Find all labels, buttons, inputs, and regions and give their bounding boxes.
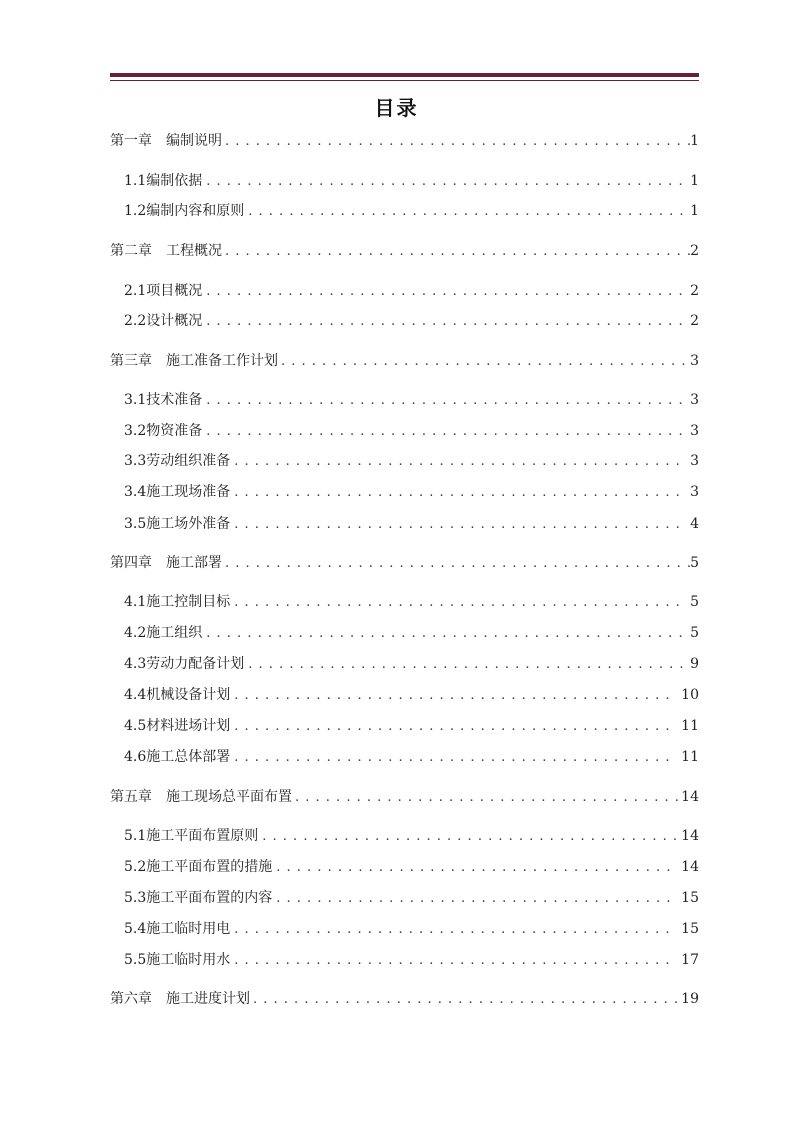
toc-entry-page-number: 1 bbox=[690, 173, 699, 189]
toc-section-entry[interactable] bbox=[124, 716, 699, 736]
toc-dot-leader bbox=[225, 132, 690, 152]
toc-section-entry[interactable] bbox=[124, 421, 699, 441]
toc-entry-page-number: 2 bbox=[690, 283, 699, 299]
toc-entry-page-number: 3 bbox=[690, 453, 699, 469]
toc-dot-leader bbox=[253, 990, 681, 1010]
toc-entry-label: 第三章 施工准备工作计划 bbox=[110, 353, 278, 369]
toc-section-entry[interactable] bbox=[124, 482, 699, 502]
toc-entry-label: 5.2施工平面布置的措施 bbox=[124, 859, 273, 875]
toc-dot-leader bbox=[206, 422, 685, 442]
toc-section-entry[interactable] bbox=[124, 390, 699, 410]
toc-chapter-entry[interactable] bbox=[110, 131, 699, 151]
toc-entry-label: 2.1项目概况 bbox=[124, 283, 203, 299]
toc-entry-page-number: 4 bbox=[690, 516, 699, 532]
toc-entry-page-number: 2 bbox=[690, 313, 699, 329]
toc-entry-label: 3.2物资准备 bbox=[124, 423, 203, 439]
toc-entry-label: 2.2设计概况 bbox=[124, 313, 203, 329]
toc-dot-leader bbox=[248, 202, 685, 222]
toc-section-entry[interactable] bbox=[124, 514, 699, 534]
toc-entry-label: 4.5材料进场计划 bbox=[124, 718, 231, 734]
toc-entry-page-number: 11 bbox=[681, 749, 699, 765]
toc-section-entry[interactable] bbox=[124, 171, 699, 191]
toc-entry-label: 4.2施工组织 bbox=[124, 625, 203, 641]
toc-section-entry[interactable] bbox=[124, 592, 699, 612]
toc-section-entry[interactable] bbox=[124, 311, 699, 331]
toc-entry-page-number: 19 bbox=[681, 991, 699, 1007]
toc-dot-leader bbox=[234, 483, 685, 503]
toc-entry-page-number: 9 bbox=[690, 656, 699, 672]
toc-entry-page-number: 5 bbox=[690, 594, 699, 610]
toc-entry-page-number: 15 bbox=[681, 921, 699, 937]
toc-dot-leader bbox=[206, 312, 685, 332]
toc-dot-leader bbox=[234, 920, 676, 940]
toc-entry-page-number: 1 bbox=[690, 133, 699, 149]
toc-entry-label: 3.4施工现场准备 bbox=[124, 484, 231, 500]
toc-dot-leader bbox=[234, 515, 685, 535]
toc-entry-page-number: 3 bbox=[690, 484, 699, 500]
toc-entry-label: 4.4机械设备计划 bbox=[124, 687, 231, 703]
toc-entry-label: 4.1施工控制目标 bbox=[124, 594, 231, 610]
toc-entry-label: 第一章 编制说明 bbox=[110, 133, 222, 149]
toc-section-entry[interactable] bbox=[124, 654, 699, 674]
toc-dot-leader bbox=[234, 748, 676, 768]
toc-entry-page-number: 3 bbox=[690, 353, 699, 369]
toc-dot-leader bbox=[234, 951, 676, 971]
toc-section-entry[interactable] bbox=[124, 747, 699, 767]
toc-section-entry[interactable] bbox=[124, 857, 699, 877]
toc-entry-page-number: 17 bbox=[681, 952, 699, 968]
toc-dot-leader bbox=[206, 624, 685, 644]
toc-dot-leader bbox=[276, 889, 676, 909]
toc-chapter-entry[interactable] bbox=[110, 989, 699, 1009]
toc-dot-leader bbox=[234, 686, 676, 706]
toc-entry-label: 5.4施工临时用电 bbox=[124, 921, 231, 937]
toc-dot-leader bbox=[225, 554, 690, 574]
toc-section-entry[interactable] bbox=[124, 888, 699, 908]
toc-entry-label: 4.6施工总体部署 bbox=[124, 749, 231, 765]
toc-entry-label: 3.3劳动组织准备 bbox=[124, 453, 231, 469]
toc-entry-label: 1.2编制内容和原则 bbox=[124, 203, 245, 219]
header-rule-thick bbox=[110, 73, 699, 77]
page-title: 目录 bbox=[374, 96, 419, 120]
toc-dot-leader bbox=[225, 242, 690, 262]
toc-dot-leader bbox=[206, 391, 685, 411]
toc-chapter-entry[interactable] bbox=[110, 241, 699, 261]
toc-chapter-entry[interactable] bbox=[110, 351, 699, 371]
toc-entry-page-number: 2 bbox=[690, 243, 699, 259]
toc-entry-label: 第五章 施工现场总平面布置 bbox=[110, 789, 292, 805]
toc-entry-page-number: 1 bbox=[690, 203, 699, 219]
toc-section-entry[interactable] bbox=[124, 201, 699, 221]
toc-dot-leader bbox=[276, 858, 676, 878]
toc-entry-page-number: 10 bbox=[681, 687, 699, 703]
toc-dot-leader bbox=[206, 282, 685, 302]
toc-entry-page-number: 3 bbox=[690, 392, 699, 408]
toc-section-entry[interactable] bbox=[124, 281, 699, 301]
toc-entry-label: 第六章 施工进度计划 bbox=[110, 991, 250, 1007]
toc-dot-leader bbox=[248, 655, 685, 675]
toc-entry-label: 3.5施工场外准备 bbox=[124, 516, 231, 532]
toc-dot-leader bbox=[234, 593, 685, 613]
toc-dot-leader bbox=[281, 352, 690, 372]
toc-entry-label: 5.5施工临时用水 bbox=[124, 952, 231, 968]
toc-entry-label: 第二章 工程概况 bbox=[110, 243, 222, 259]
toc-dot-leader bbox=[234, 717, 676, 737]
toc-entry-page-number: 11 bbox=[681, 718, 699, 734]
toc-section-entry[interactable] bbox=[124, 685, 699, 705]
toc-entry-page-number: 5 bbox=[690, 625, 699, 641]
toc-entry-page-number: 3 bbox=[690, 423, 699, 439]
toc-section-entry[interactable] bbox=[124, 623, 699, 643]
toc-section-entry[interactable] bbox=[124, 919, 699, 939]
toc-chapter-entry[interactable] bbox=[110, 553, 699, 573]
toc-entry-label: 4.3劳动力配备计划 bbox=[124, 656, 245, 672]
toc-entry-label: 第四章 施工部署 bbox=[110, 555, 222, 571]
toc-dot-leader bbox=[234, 452, 685, 472]
toc-chapter-entry[interactable] bbox=[110, 787, 699, 807]
toc-dot-leader bbox=[262, 827, 676, 847]
toc-section-entry[interactable] bbox=[124, 950, 699, 970]
toc-entry-page-number: 14 bbox=[681, 828, 699, 844]
toc-entry-page-number: 15 bbox=[681, 890, 699, 906]
toc-section-entry[interactable] bbox=[124, 826, 699, 846]
toc-entry-page-number: 5 bbox=[690, 555, 699, 571]
toc-dot-leader bbox=[295, 788, 681, 808]
header-rule-thin bbox=[110, 80, 699, 81]
toc-entry-label: 5.3施工平面布置的内容 bbox=[124, 890, 273, 906]
toc-section-entry[interactable] bbox=[124, 451, 699, 471]
toc-entry-label: 1.1编制依据 bbox=[124, 173, 203, 189]
toc-entry-page-number: 14 bbox=[681, 859, 699, 875]
toc-dot-leader bbox=[206, 172, 685, 192]
toc-entry-label: 3.1技术准备 bbox=[124, 392, 203, 408]
toc-entry-label: 5.1施工平面布置原则 bbox=[124, 828, 259, 844]
toc-entry-page-number: 14 bbox=[681, 789, 699, 805]
